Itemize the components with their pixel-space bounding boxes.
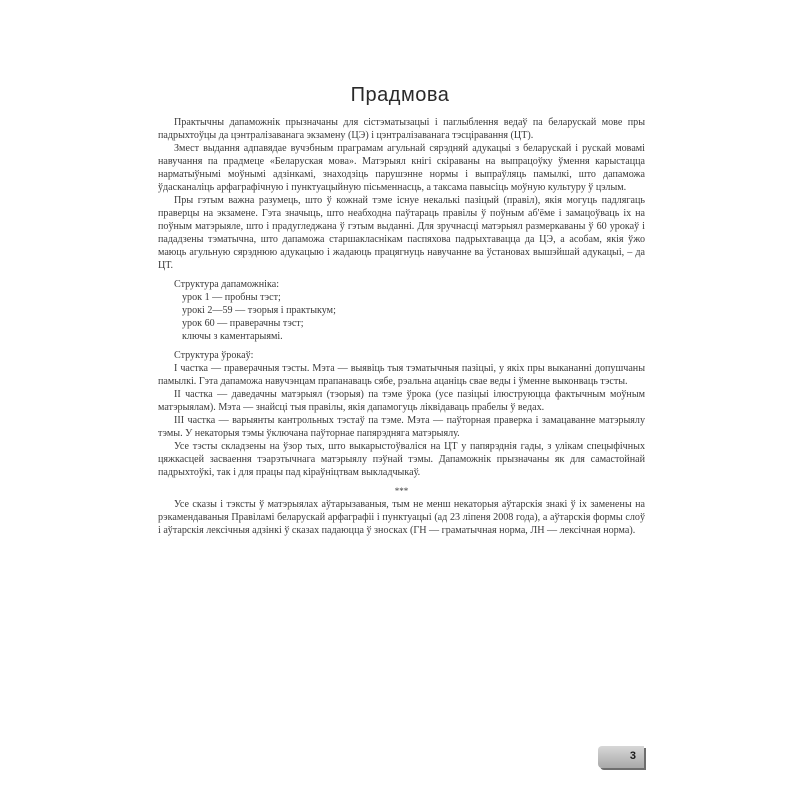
- book-structure-list: [158, 291, 645, 343]
- page-title: Прадмова: [350, 84, 450, 106]
- lesson-part-paragraph: ІІ частка — даведачны матэрыял (тэорыя) па тэме ўрока (усе пазіцыі ілюструюцца фактычным моўным матэрыялам). Мэта — знайсці тыя правілы, якія дапамогуць ліквідаваць прабелы ў ведах.: [158, 389, 645, 413]
- book-structure-heading: Структура дапаможніка:: [174, 279, 280, 290]
- content-paragraph: Пры гэтым важна разумець, што ў кожнай тэме існуе некалькі пазіцый (правіл), якія могуць падлягаць праверцы на экзамене. Гэта значыць, што неабходна паўтараць правілы ў поўным аб'ёме і замацоўваць іх на поўным матэрыяле, што і прадугледжана ў гэтым выданні. Для зручнасці матэрыял размеркаваны ў 60 урокаў і пададзены тэматычна, што дапаможа старшакласнікам паспяхова падрыхтавацца да ЦЭ, а асобам, якія ўжо маюць агульную сярэднюю адукацыю і жадаюць працягнуць навучанне ва ўстановах вышэйшай адукацыі, – да ЦТ.: [158, 195, 645, 271]
- lesson-structure-heading: Структура ўрокаў:: [174, 350, 254, 361]
- list-item: урок 1 — пробны тэст;: [182, 292, 281, 303]
- final-note-paragraph: Усе сказы і тэксты ў матэрыялах аўтарызаваныя, тым не менш некаторыя аўтарскія знакі ў іх заменены на рэкамендаваныя Правіламі беларускай арфаграфіі і пунктуацыі (ад 23 ліпеня 2008 года), а аўтарскія формы слоў і аўтарскія лексічныя адзінкі ў сказах падаюцца ў зносках (ГН — граматычная норма, ЛН — лексічная норма).: [158, 499, 645, 536]
- page-number: 3: [629, 750, 636, 762]
- content-paragraph: Змест выдання адпавядае вучэбным праграмам агульнай сярэдняй адукацыі з беларускай і рускай мовамі навучання па прадмеце «Беларуская мова». Матэрыял кнігі скіраваны на выпрацоўку ўмення карыстацца нарматыўнымі моўнымі адзінкамі, знаходзіць парушэнне нормы і выпраўляць памылкі, што дапаможа ўдасканаліць арфаграфічную і пунктуацыйную пісьменнасць, а таксама павысіць моўную культуру ў цэлым.: [158, 143, 645, 193]
- list-item: урокі 2—59 — тэорыя і практыкум;: [182, 305, 336, 316]
- lesson-part-paragraph: І частка — праверачныя тэсты. Мэта — выявіць тыя тэматычныя пазіцыі, у якіх пры выкананні допушчаны памылкі. Гэта дапаможа навучэнцам прапанаваць сябе, рэальна ацаніць свае веды і ўменне выконваць тэсты.: [158, 363, 645, 387]
- body-text: [158, 116, 645, 537]
- page-number-tab: [598, 746, 644, 768]
- lesson-part-paragraph: ІІІ частка — варыянты кантрольных тэстаў па тэме. Мэта — паўторная праверка і замацаванне матэрыялу тэмы. У некаторыя тэмы ўключана паўторнае папярэдняга матэрыялу.: [158, 415, 645, 439]
- intro-paragraph: Практычны дапаможнік прызначаны для сістэматызацыі і паглыблення ведаў па беларускай мове пры падрыхтоўцы да цэнтралізаванага экзамену (ЦЭ) і цэнтралізаванага тэсціравання (ЦТ).: [158, 117, 645, 141]
- section-separator: ***: [394, 486, 409, 496]
- list-item: ключы з каментарыямі.: [182, 331, 283, 342]
- list-item: урок 60 — праверачны тэст;: [182, 318, 304, 329]
- lesson-part-paragraph: Усе тэсты складзены на ўзор тых, што выкарыстоўваліся на ЦТ у папярэднія гады, з улікам спецыфічных цяжкасцей засваення тэарэтычнага матэрыялу пэўнай тэмы. Дапаможнік прызначаны як для самастойнай падрыхтоўкі, так і для працы пад кіраўніцтвам выкладчыкаў.: [158, 441, 645, 478]
